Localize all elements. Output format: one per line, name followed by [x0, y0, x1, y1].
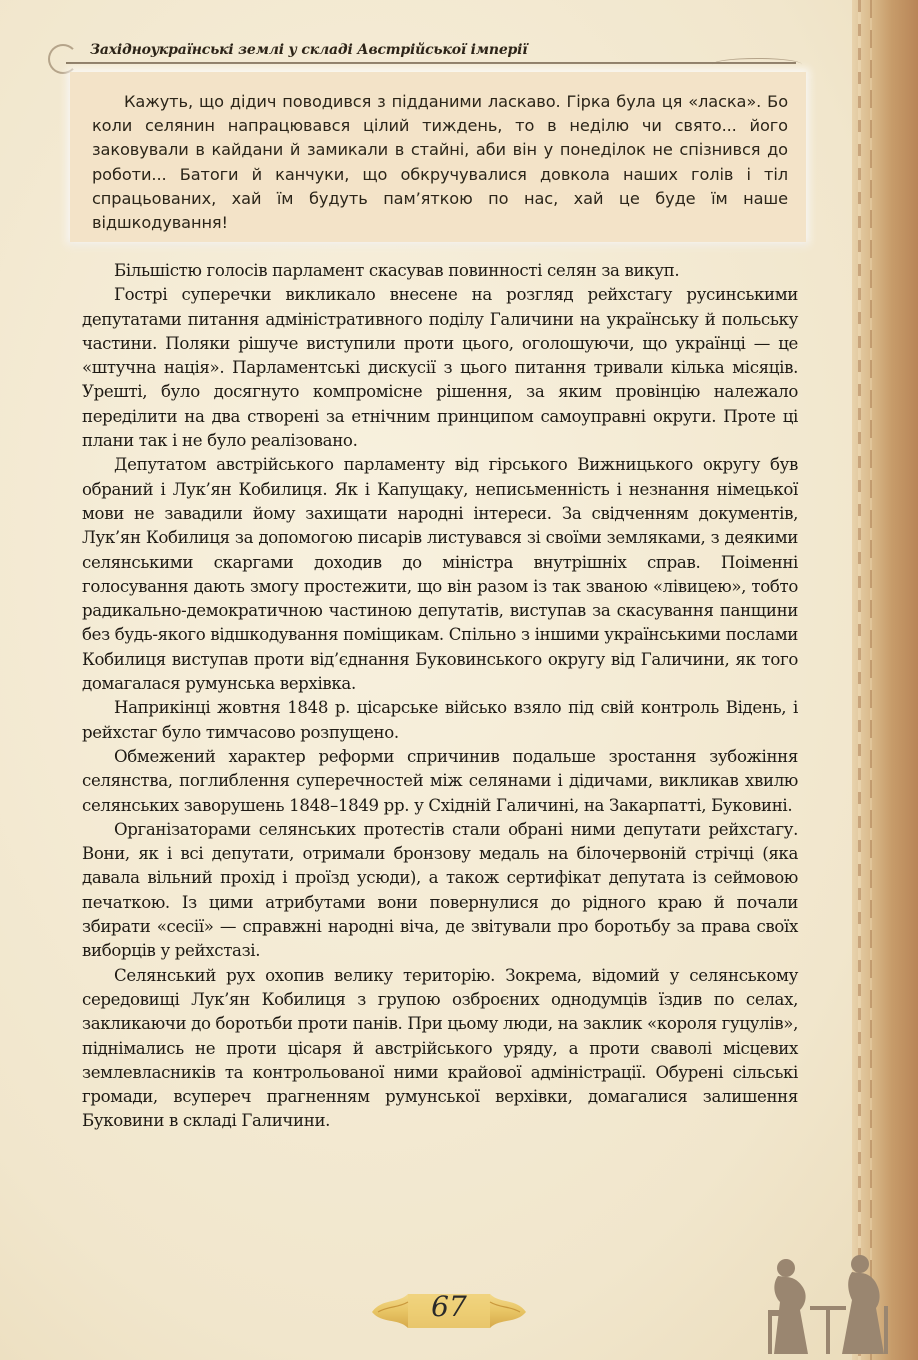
paragraph: Селянський рух охопив велику територію. Зокрема, відомий у селянському середовищі Лук’ян Кобилиця з групою озброєних однодумців їздив по селах, закликаючи до боротьби проти панів. При цьому люди, на заклик «короля гуцулів», піднімались не проти цісаря й австрійського уряду, а проти сваволі місцевих землевласників та контрольованої ними крайової адміністрації. Обурені сільські громади, всупереч прагненням румунської верхівки, домагалися залишення Буковини в складі Галичини.	[82, 965, 798, 1131]
paragraph: Обмежений характер реформи спричинив подальше зростання зубожіння селянства, поглиблення суперечностей між селянами і дідичами, викликав хвилю селянських заворушень 1848–1849 рр. у Східній Галичині, на Закарпатті, Буковині.	[82, 746, 798, 815]
quote-box	[70, 72, 806, 242]
page-edge-decoration	[852, 0, 918, 1360]
page-number: 67	[431, 1290, 467, 1323]
header-rule	[66, 62, 796, 64]
page-number-banner	[368, 1278, 530, 1336]
paragraph: Наприкінці жовтня 1848 р. цісарське військо взяло під свій контроль Відень, і рейхстаг було тимчасово розпущено.	[82, 698, 798, 742]
swirl-ornament-icon	[48, 44, 78, 74]
header-ornament	[712, 58, 802, 71]
paragraph: Організаторами селянських протестів стали обрані ними депутати рейхстагу. Вони, як і всі депутати, отримали бронзову медаль на білочервоній стрічці (яка давала вільний прохід і проїзд усюди), а також сертифікат депутата із сеймовою печаткою. Із цими атрибутами вони повернулися до рідного краю й почали збирати «сесії» — справжні народні віча, де звітували про боротьбу за права своїх виборців у рейхстазі.	[82, 819, 798, 961]
paragraph: Гострі суперечки викликало внесене на розгляд рейхстагу русинськими депутатами питання адміністративного поділу Галичини на українську й польську частини. Поляки рішуче виступили проти цього, оголошуючи, що українці — це «штучна нація». Парламентські дискусії з цього питання тривали кілька місяців. Урешті, було досягнуто компромісне рішення, за яким провінцію належало переділити на два створені за етнічним принципом самоуправні округи. Проте ці плани так і не було реалізовано.	[82, 285, 798, 451]
two-women-silhouette-icon	[752, 1250, 902, 1360]
quote-text: Кажуть, що дідич поводився з підданими ласкаво. Гірка була ця «ласка». Бо коли селянин напрацювався цілий тиждень, то в неділю чи свято... його заковували в кайдани й замикали в стайні, аби він у понеділок не спізнився до роботи... Батоги й канчуки, що обкручувалися довкола наших голів і тіл спрацьованих, хай їм будуть пам’яткою по нас, хай це буде їм наше відшкодування!	[92, 92, 788, 233]
paragraph: Більшістю голосів парламент скасував повинності селян за викуп.	[114, 261, 680, 280]
running-header-title: Західноукраїнські землі у складі Австрійської імперії	[90, 42, 528, 58]
paragraph: Депутатом австрійського парламенту від гірського Вижницького округу був обраний і Лук’ян Кобилиця. Як і Капущаку, неписьменність і незнання німецької мови не завадили йому захищати народні інтереси. За свідченням документів, Лук’ян Кобилиця за допомогою писарів листувався зі своїми земляками, з деякими селянськими скаргами доходив до міністра внутрішніх справ. Поіменні голосування дають змогу простежити, що він разом із так званою «лівицею», тобто радикально-демократичною частиною депутатів, виступав за скасування панщини без будь-якого відшкодування поміщикам. Спільно з іншими українськими послами Кобилиця виступав проти від’єднання Буковинського округу від Галичини, як того домагалася румунська верхівка.	[82, 455, 798, 694]
body-text	[82, 259, 798, 1134]
